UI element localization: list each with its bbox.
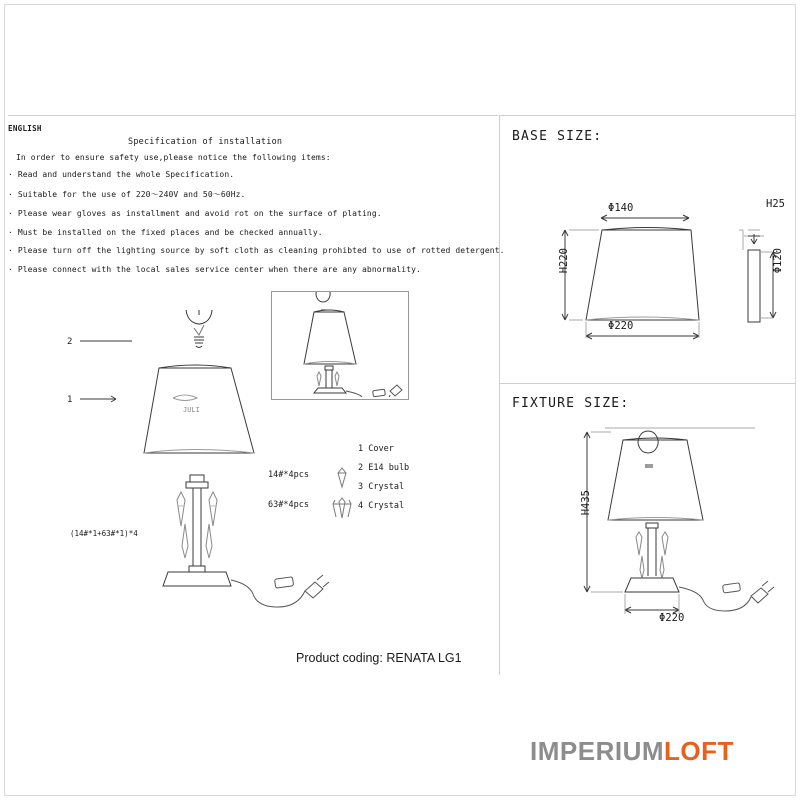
plate-thickness: H25 bbox=[766, 198, 785, 210]
part-item: 4 Crystal bbox=[358, 501, 405, 511]
callout-2: 2 bbox=[67, 337, 73, 347]
assembled-lamp-drawing bbox=[272, 292, 406, 397]
part-count-14: 14#*4pcs bbox=[268, 470, 309, 480]
crystal-icon-14 bbox=[327, 466, 357, 490]
fixture-height: H435 bbox=[580, 490, 592, 516]
spec-intro: In order to ensure safety use,please notice the following items: bbox=[16, 153, 331, 162]
crystal-icon-63 bbox=[325, 496, 359, 522]
product-coding: Product coding: RENATA LG1 bbox=[296, 651, 462, 665]
base-bottom-diameter: Φ220 bbox=[608, 320, 634, 332]
spec-item: · Read and understand the whole Specification. bbox=[8, 170, 235, 179]
plate-diameter: Φ120 bbox=[772, 248, 784, 274]
crystal-combination-note: (14#*1+63#*1)*4 bbox=[70, 529, 138, 538]
spec-item: · Please turn off the lighting source by soft cloth as cleaning prohibted to use of rotted detergent. bbox=[8, 246, 505, 255]
callout-1: 1 bbox=[67, 395, 73, 405]
part-item: 2 E14 bulb bbox=[358, 463, 410, 473]
logo-loft: LOFT bbox=[664, 736, 734, 766]
base-size-title: BASE SIZE: bbox=[512, 129, 603, 144]
base-size-drawing bbox=[505, 190, 795, 400]
fixture-size-drawing bbox=[515, 420, 795, 650]
fixture-size-title: FIXTURE SIZE: bbox=[512, 396, 630, 411]
lamp-stem bbox=[177, 475, 217, 572]
spec-item-list bbox=[8, 170, 505, 283]
power-cord-small bbox=[346, 385, 402, 397]
spec-item: · Suitable for the use of 220～240V and 50～60Hz. bbox=[8, 189, 246, 199]
power-cord bbox=[231, 575, 329, 607]
power-cord-fixture bbox=[679, 581, 774, 611]
bulb-icon bbox=[186, 310, 212, 348]
base-top-diameter: Φ140 bbox=[608, 202, 634, 214]
part-item: 3 Crystal bbox=[358, 482, 405, 492]
divider-base-size-top bbox=[500, 115, 796, 116]
brand-logo bbox=[530, 736, 734, 767]
callout-leader-lines bbox=[78, 334, 138, 414]
logo-imperium: IMPERIUM bbox=[530, 736, 664, 766]
spec-item: · Must be installed on the fixed places and be checked annually. bbox=[8, 227, 323, 237]
parts-list bbox=[358, 440, 409, 516]
lamp-base bbox=[163, 572, 231, 586]
svg-text:JULI: JULI bbox=[183, 406, 200, 414]
language-label: ENGLISH bbox=[8, 124, 42, 133]
spec-item: · Please wear gloves as installment and avoid rot on the surface of plating. bbox=[8, 209, 382, 218]
bulb-icon-small bbox=[316, 292, 330, 312]
spec-title: Specification of installation bbox=[128, 137, 283, 147]
spec-item: · Please connect with the local sales service center when there are any abnormality. bbox=[8, 264, 421, 274]
divider-top bbox=[8, 115, 498, 116]
part-count-63: 63#*4pcs bbox=[268, 500, 309, 510]
lamp-shade bbox=[144, 365, 254, 453]
base-height: H220 bbox=[558, 248, 570, 274]
part-item: 1 Cover bbox=[358, 444, 394, 454]
fixture-base-diameter: Φ220 bbox=[659, 612, 685, 624]
bulb-icon-fixture bbox=[638, 431, 658, 467]
